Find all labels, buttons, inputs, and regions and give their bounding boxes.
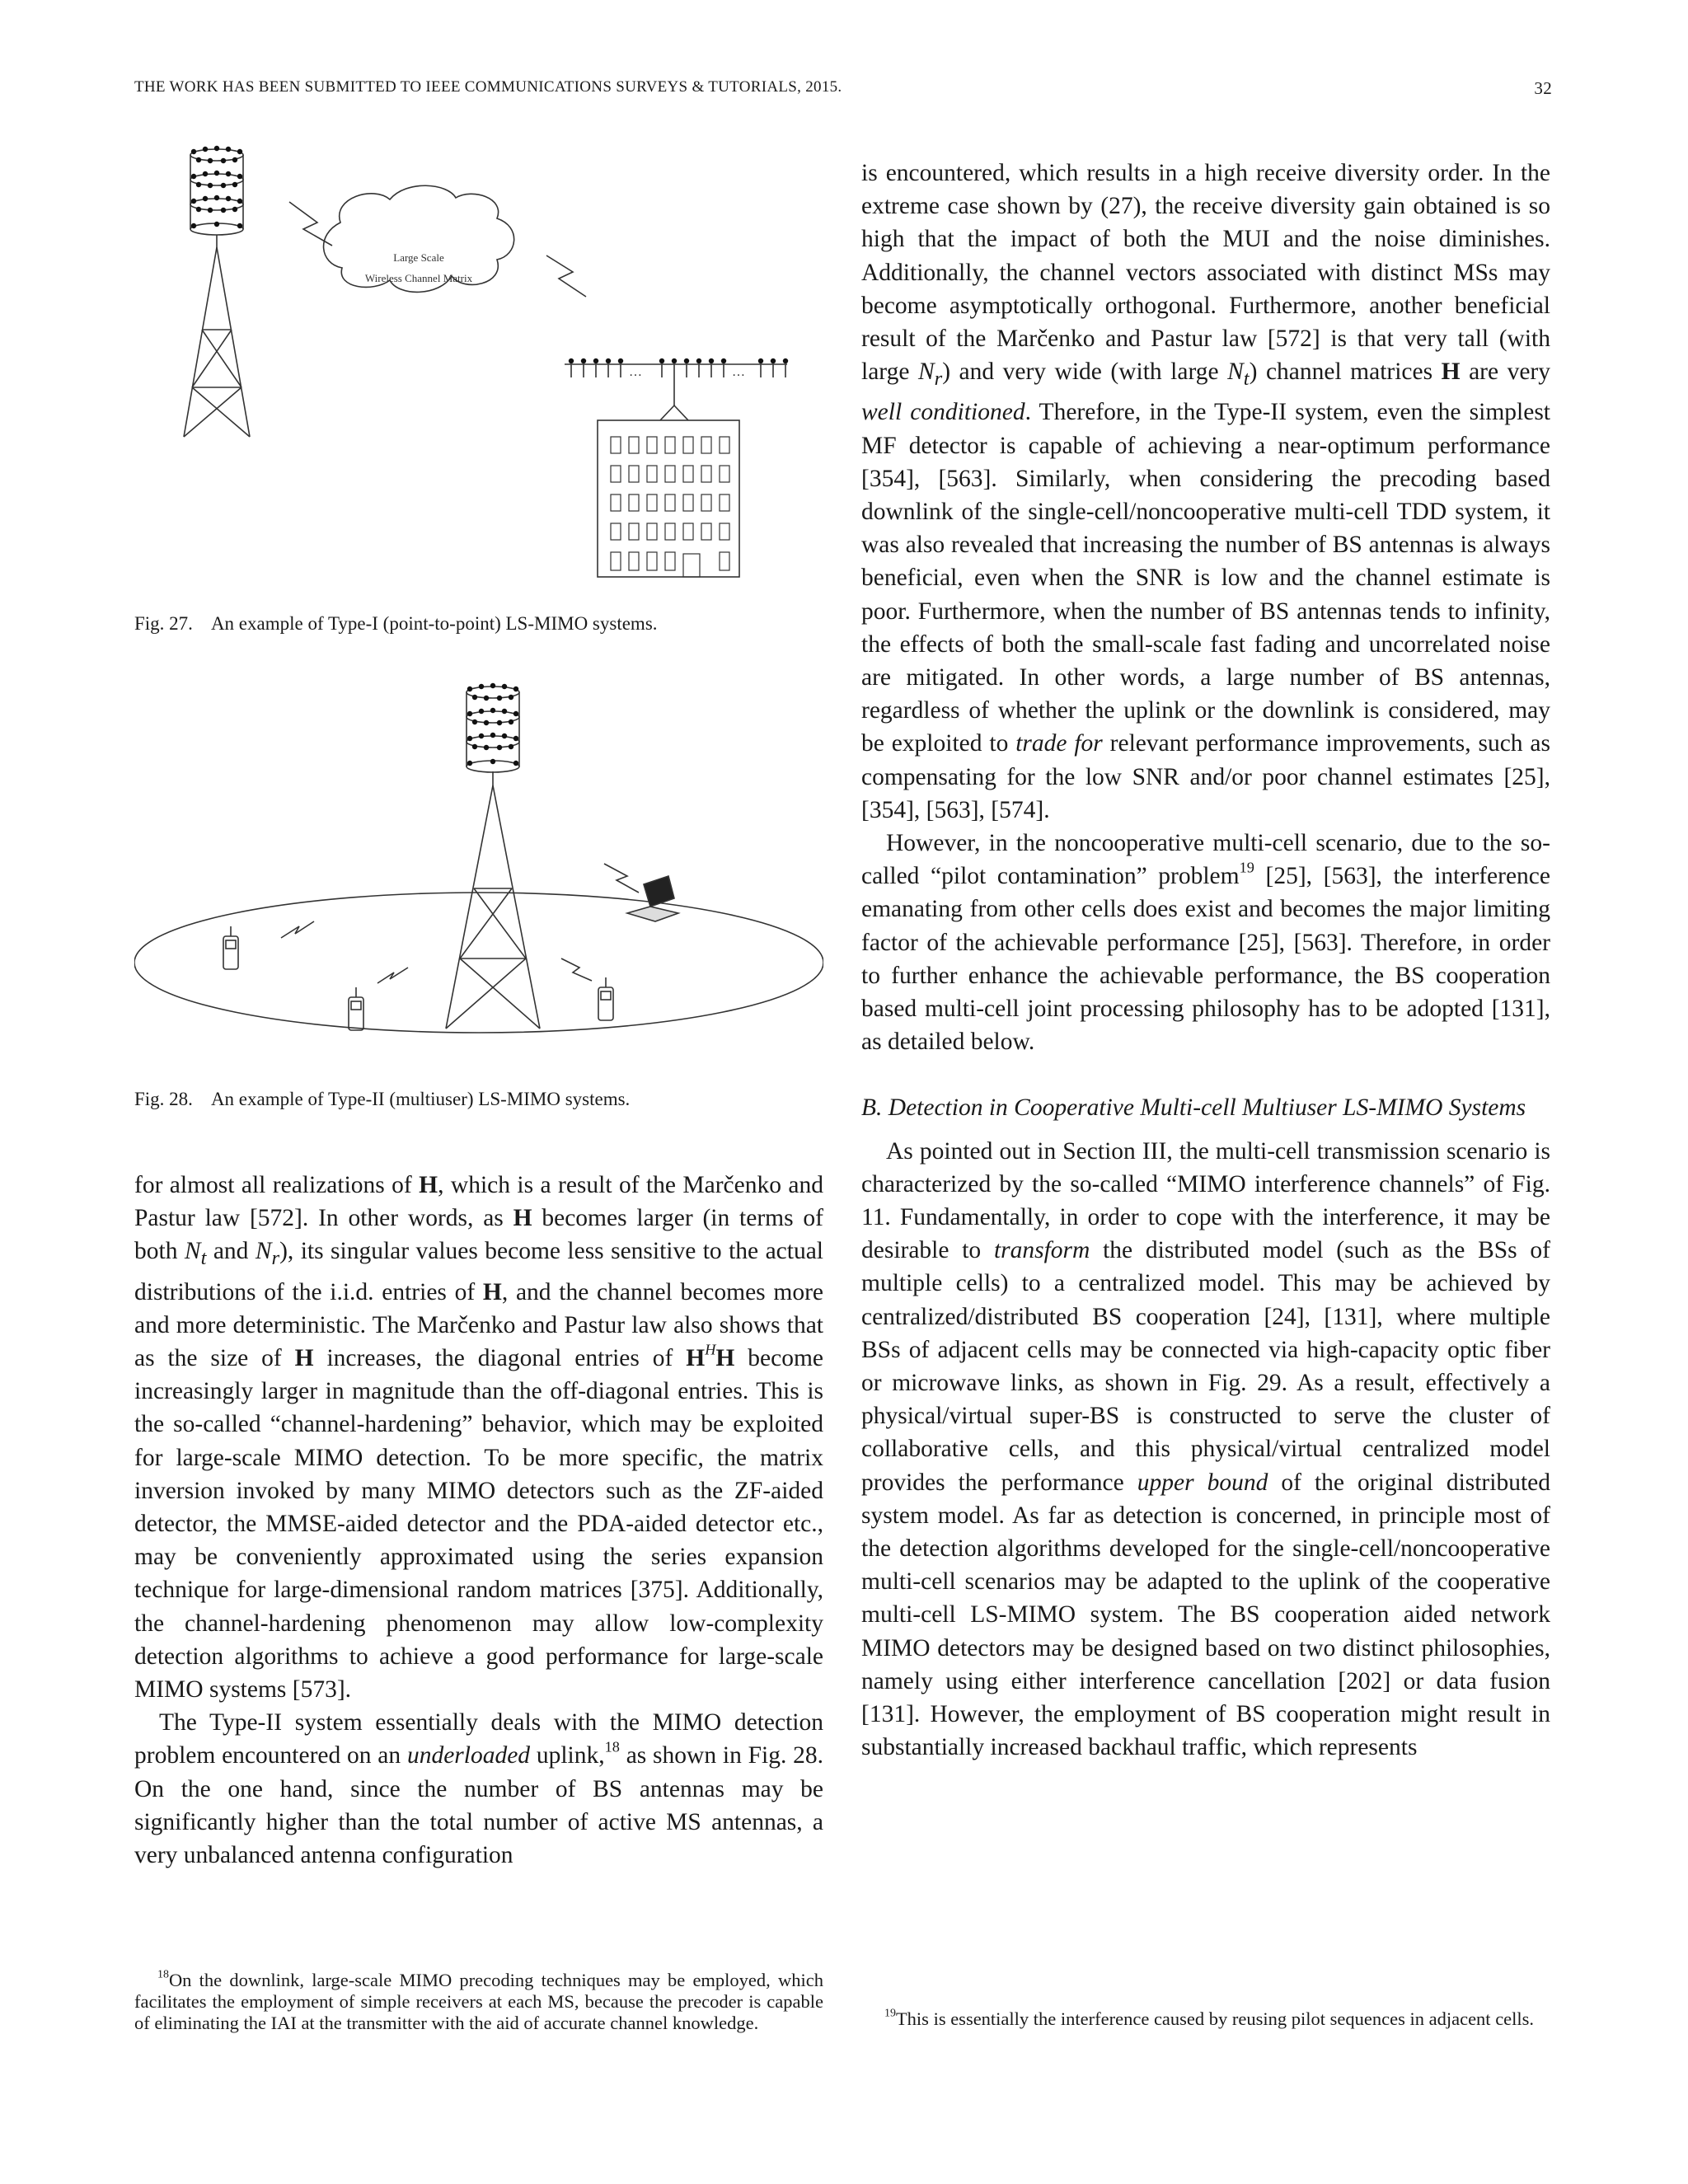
- fig28-diagram: [134, 682, 823, 1053]
- header-title: THE WORK HAS BEEN SUBMITTED TO IEEE COMMUNICATIONS SURVEYS & TUTORIALS, 2015.: [134, 78, 842, 96]
- mobile-phone-icon: [349, 987, 363, 1030]
- figure-28: [134, 682, 823, 1053]
- signal-lightning-icon: [604, 864, 639, 893]
- bs-tower-icon: [446, 771, 540, 1029]
- left-paragraph-2: The Type-II system essentially deals with the MIMO detection problem encountered on an underloaded uplink,$^{18}$ as shown in Fig. 28. On the one hand, since the number of BS antennas may be significantly higher than the total number of active MS antennas, a very unbalanced antenna configuration: [134, 1709, 823, 1868]
- svg-text:…: …: [732, 365, 745, 379]
- cloud-label-line2: Wireless Channel Matrix: [364, 272, 473, 284]
- right-paragraph-3: As pointed out in Section III, the multi-cell transmission scenario is characterized by the so-called “MIMO interference channels” of Fig. 11. Fundamentally, in order to cope with the interference, it may be desirable to transform the distributed model (such as the BSs of multiple cells) to a centralized model. This may be achieved by centralized/distributed BS cooperation [24], [131], where multiple BSs of adjacent cells may be connected via high-capacity optic fiber or microwave links, as shown in Fig. 29. As a result, effectively a physical/virtual super-BS is constructed to serve the cluster of collaborative cells, and this physical/virtual centralized model provides the performance upper bound of the original distributed system model. As far as detection is concerned, in principle most of the detection algorithms developed for the single-cell/noncooperative multi-cell scenarios may be adapted to the uplink of the cooperative multi-cell LS-MIMO system. The BS cooperation aided network MIMO detectors may be designed based on two distinct philosophies, namely using either interference cancellation [202] or data fusion [131]. However, the employment of BS cooperation might result in substantially increased backhaul traffic, which represents: [861, 1137, 1550, 1761]
- fig27-diagram: [134, 140, 823, 602]
- fig27-label: Fig. 27.: [134, 613, 193, 634]
- right-paragraph-2: However, in the noncooperative multi-cell scenario, due to the so-called “pilot contamination” problem$^{19}$ [25], [563], the interference emanating from other cells does exist and becomes the major limiting factor of the achievable performance [25], [563]. Therefore, in order to further enhance the achievable performance, the BS cooperation based multi-cell joint processing philosophy has to be adopted [131], as detailed below.: [861, 829, 1550, 1056]
- laptop-icon: [627, 876, 678, 921]
- fig27-caption: [134, 612, 658, 635]
- cloud-label-line1: Large Scale: [393, 251, 444, 264]
- footnote-19-text: This is essentially the interference caused by reusing pilot sequences in adjacent cells.: [895, 2008, 1535, 2029]
- signal-lightning-icon: [289, 202, 332, 246]
- mobile-phone-icon: [223, 926, 238, 969]
- fig28-caption: [134, 1088, 630, 1111]
- footnote-18: [134, 1970, 823, 2034]
- section-heading: B. Detection in Cooperative Multi-cell Multiuser LS-MIMO Systems: [861, 1094, 1526, 1122]
- fig28-label: Fig. 28.: [134, 1089, 193, 1109]
- signal-lightning-icon: [546, 255, 586, 297]
- left-column: [134, 1169, 823, 1872]
- signal-lightning-icon: [377, 968, 408, 983]
- signal-lightning-icon: [561, 958, 592, 981]
- right-paragraph-1: is encountered, which results in a high receive diversity order. In the extreme case shown by (27), the receive diversity gain obtained is so high that the impact of both the MUI and the noise diminishes. Additionally, the channel vectors associated with distinct MSs may become asymptotically orthogonal. Furthermore, another beneficial result of the Marčenko and Pastur law [572] is that very tall (with large $N_r$) and very wide (with large $N_t$) channel matrices H are very well conditioned. Therefore, in the Type-II system, even the simplest MF detector is capable of achieving a near-optimum performance [354], [563]. Similarly, when considering the precoding based downlink of the single-cell/noncooperative multi-cell TDD system, it was also revealed that increasing the number of BS antennas is always beneficial, even when the SNR is low and the channel estimate is poor. Furthermore, when the number of BS antennas tends to infinity, the effects of both the small-scale fast fading and uncorrelated noise are mitigated. In other words, a large number of BS antennas, regardless of whether the uplink or the downlink is considered, may be exploited to trade for relevant performance improvements, such as compensating for the low SNR and/or poor channel estimates [25], [354], [563], [574].: [861, 160, 1550, 823]
- footnote-18-number: 18: [157, 1968, 169, 1981]
- building-icon: [598, 420, 739, 577]
- antenna-dots: [467, 683, 518, 766]
- left-paragraph-1: for almost all realizations of H, which is a result of the Marčenko and Pastur law [572]. In other words, as H becomes larger (in terms of both $N_t$ and $N_r$), its singular values become less sensitive to the actual distributions of the i.i.d. entries of H, and the channel becomes more and more deterministic. The Marčenko and Pastur law also shows that as the size of H increases, the diagonal entries of $H^HH$ become increasingly larger in magnitude than the off-diagonal entries. This is the so-called “channel-hardening” behavior, which may be exploited for large-scale MIMO detection. To be more specific, the matrix inversion invoked by many MIMO detectors such as the ZF-aided detector, the MMSE-aided detector and the PDA-aided detector etc., may be conveniently approximated using the series expansion technique for large-dimensional random matrices [375]. Additionally, the channel-hardening phenomenon may allow low-complexity detection algorithms to achieve a good performance for large-scale MIMO systems [573].: [134, 1172, 823, 1703]
- running-header: [134, 78, 1552, 103]
- fig27-caption-text: An example of Type-I (point-to-point) LS-MIMO systems.: [210, 613, 658, 634]
- signal-lightning-icon: [281, 921, 314, 938]
- page-number: 32: [1534, 78, 1552, 98]
- antenna-dots: [191, 146, 788, 363]
- mobile-phone-icon: [598, 977, 613, 1020]
- fig28-caption-text: An example of Type-II (multiuser) LS-MIMO systems.: [210, 1089, 631, 1109]
- svg-text:…: …: [629, 365, 642, 379]
- ms-antenna-array-icon: [565, 364, 787, 420]
- footnote-19-number: 19: [884, 2007, 896, 2020]
- right-column: [861, 157, 1550, 1764]
- footnote-19: [861, 2008, 1550, 2030]
- footnote-18-text: On the downlink, large-scale MIMO precoding techniques may be employed, which facilitates the employment of simple receivers at each MS, because the precoder is capable of eliminating the IAI at the transmitter with the aid of accurate channel knowledge.: [134, 1970, 823, 2033]
- figure-27: [134, 140, 823, 602]
- bs-tower-icon: [184, 235, 250, 437]
